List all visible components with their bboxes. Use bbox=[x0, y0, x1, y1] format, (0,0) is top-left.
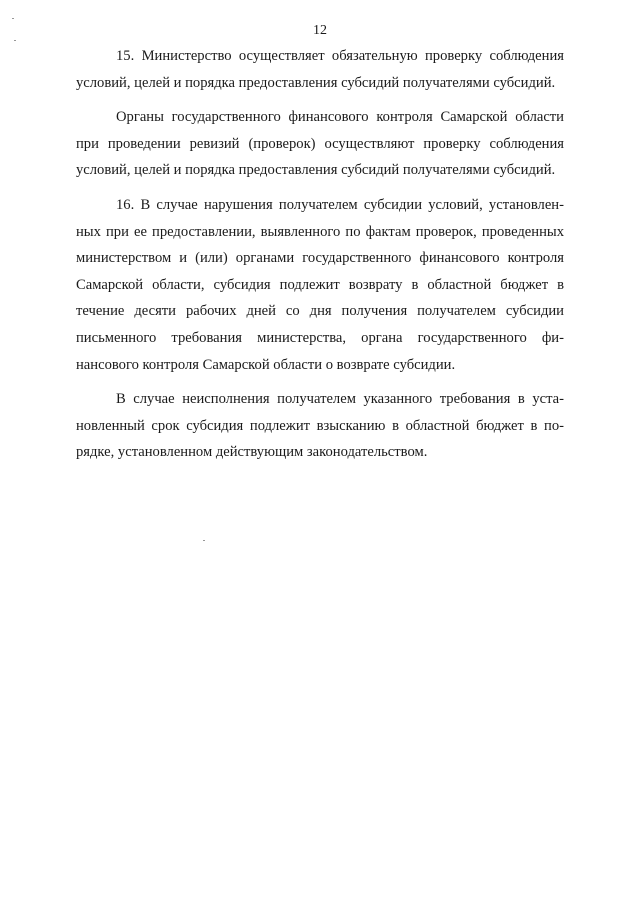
paragraph-control-bodies: Органы государственного финансового контроля Самарской области при проведении ревизий (проверок) осуществляют проверку соблюдения условий, целей и порядка предоставления субсидий получателями субсидий. bbox=[76, 109, 564, 179]
scan-speck bbox=[203, 540, 205, 541]
paragraph-16: 16. В случае нарушения получателем субсидии условий, установленных при ее предоставлении, выявленного по фактам проверок, проведенных министерством и (или) органами государственного финансового контроля Самарской области, субсидия подлежит возврату в областной бюджет в течение десяти рабочих дней со дня получения получателем субсидии письменного требования министерства, органа государственного финансового контроля Самарской области о возврате субсидии. bbox=[76, 196, 564, 373]
paragraph-15: 15. Министерство осуществляет обязательную проверку соблюдения условий, целей и порядка предоставления субсидий получателями субсидий. bbox=[76, 48, 564, 91]
scan-speck bbox=[12, 18, 14, 19]
document-body bbox=[76, 43, 564, 474]
scan-speck bbox=[14, 40, 16, 41]
page-number: 12 bbox=[313, 23, 327, 38]
paragraph-non-compliance: В случае неисполнения получателем указанного требования в установленный срок субсидия подлежит взысканию в областной бюджет в порядке, установленном действующим законодательством. bbox=[76, 391, 564, 461]
